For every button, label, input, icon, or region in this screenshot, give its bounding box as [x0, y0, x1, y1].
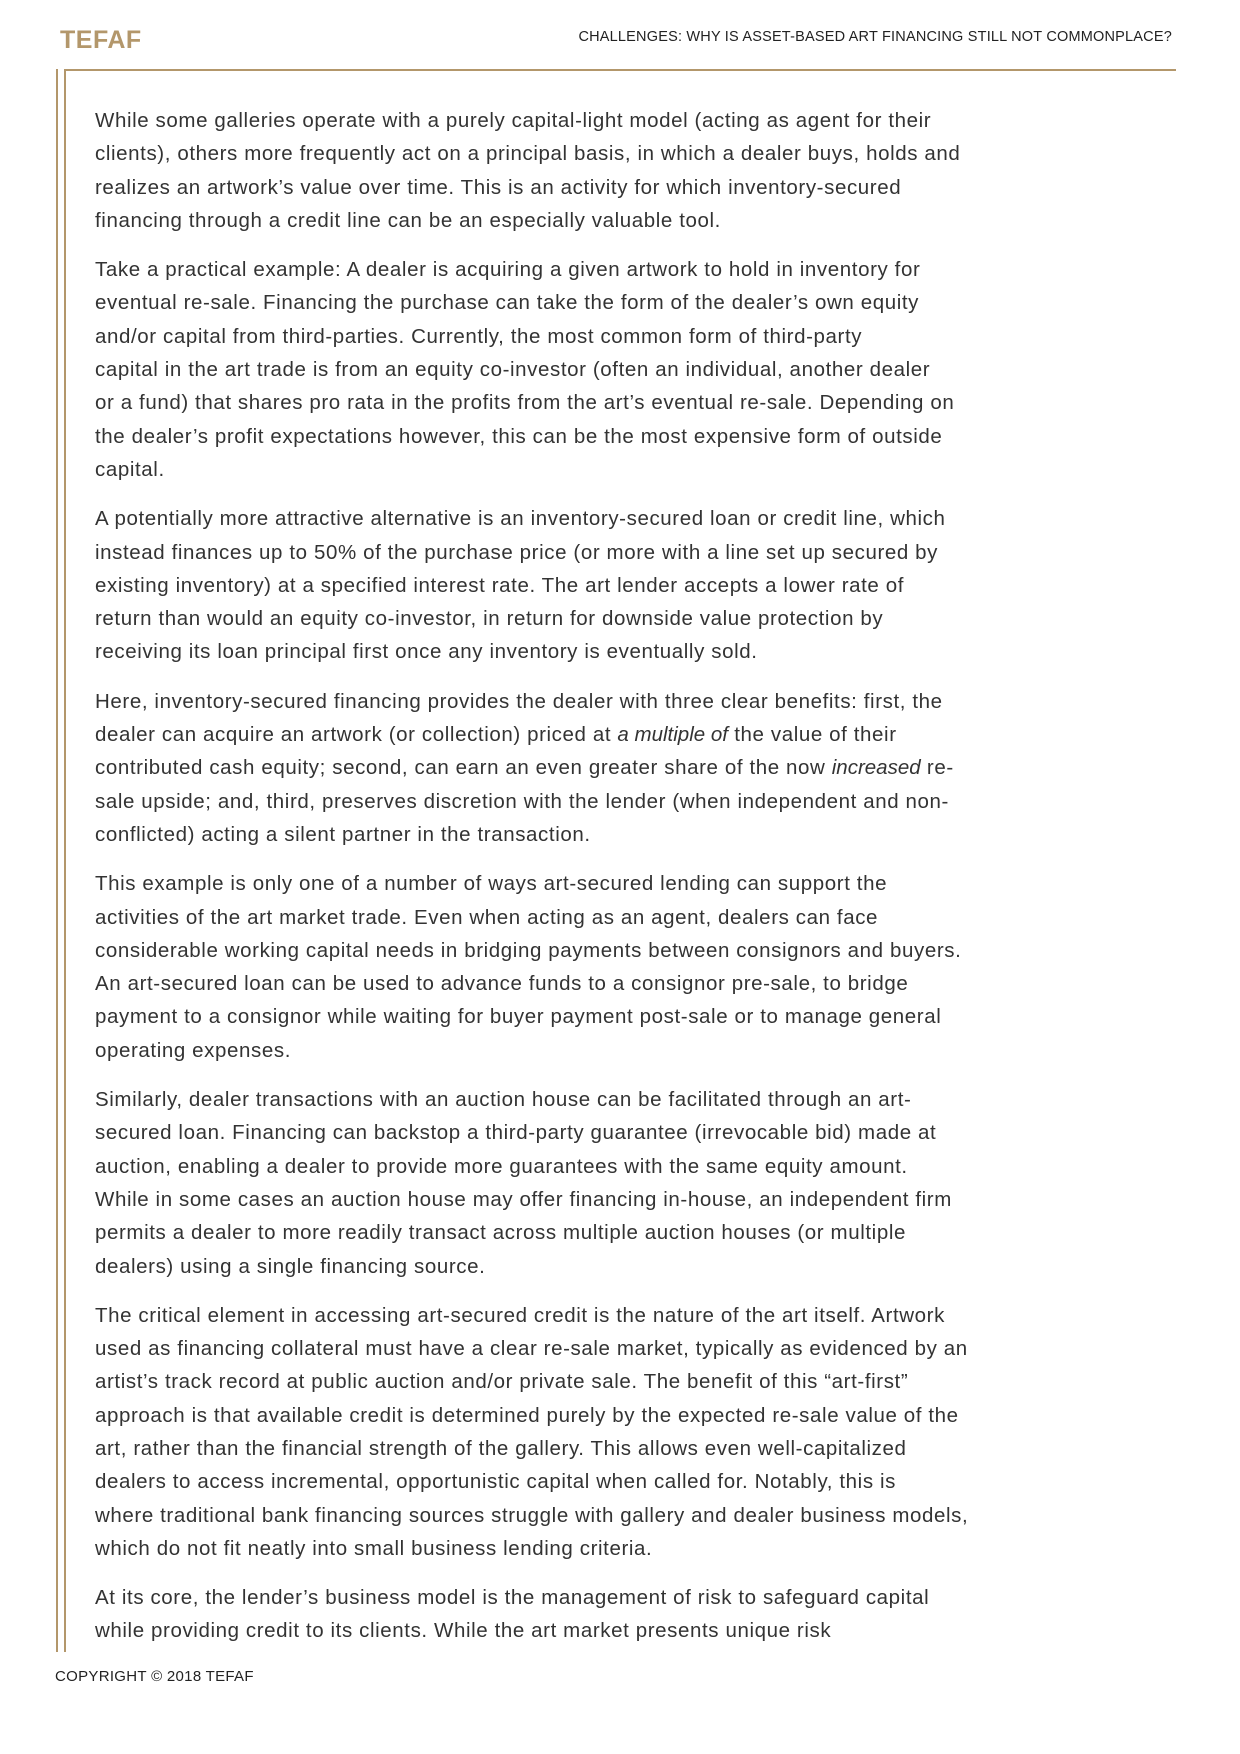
text-line: used as financing collateral must have a clear re-sale market, typically as evidenced by an — [95, 1337, 968, 1361]
text-segment: the value of their — [727, 723, 897, 747]
text-line: which do not fit neatly into small business lending criteria. — [95, 1536, 653, 1560]
text-line: artist’s track record at public auction and/or private sale. The benefit of this “art-first” — [95, 1370, 909, 1394]
paragraph — [95, 867, 1055, 1067]
text-line: existing inventory) at a specified interest rate. The art lender accepts a lower rate of — [95, 573, 905, 597]
paragraph — [95, 502, 1055, 668]
text-line: While some galleries operate with a purely capital-light model (acting as agent for their — [95, 109, 932, 132]
text-line: A potentially more attractive alternative is an inventory-secured loan or credit line, which — [95, 507, 946, 531]
running-title: CHALLENGES: WHY IS ASSET-BASED ART FINANCING STILL NOT COMMONPLACE? — [578, 29, 1172, 45]
text-line: and/or capital from third-parties. Currently, the most common form of third-party — [95, 324, 863, 348]
text-segment: dealer can acquire an artwork (or collection) priced at — [95, 723, 618, 747]
text-line: clients), others more frequently act on a principal basis, in which a dealer buys, holds and — [95, 142, 961, 166]
text-segment: contributed cash equity; second, can earn an even greater share of the now — [95, 756, 832, 780]
text-line: where traditional bank financing sources struggle with gallery and dealer business models, — [95, 1503, 969, 1527]
text-line: operating expenses. — [95, 1038, 292, 1062]
text-line: capital. — [95, 457, 165, 481]
paragraph — [95, 253, 1055, 486]
article-body — [95, 104, 1055, 1664]
copyright-footer: COPYRIGHT © 2018 TEFAF — [55, 1668, 254, 1685]
text-line: realizes an artwork’s value over time. This is an activity for which inventory-secured — [95, 175, 902, 199]
text-line: capital in the art trade is from an equity co-investor (often an individual, another dealer — [95, 358, 931, 382]
text-line: conflicted) acting a silent partner in the transaction. — [95, 822, 591, 846]
text-line: activities of the art market trade. Even when acting as an agent, dealers can face — [95, 905, 879, 929]
text-line: approach is that available credit is determined purely by the expected re-sale value of the — [95, 1403, 959, 1427]
text-line: auction, enabling a dealer to provide more guarantees with the same equity amount. — [95, 1154, 908, 1178]
text-line: The critical element in accessing art-secured credit is the nature of the art itself. Artwork — [95, 1303, 945, 1327]
text-line: sale upside; and, third, preserves discretion with the lender (when independent and non- — [95, 789, 949, 813]
text-line: An art-secured loan can be used to advance funds to a consignor pre-sale, to bridge — [95, 972, 909, 996]
tefaf-logo: TEFAF — [60, 26, 142, 54]
text-line: instead finances up to 50% of the purchase price (or more with a line set up secured by — [95, 540, 939, 564]
text-line: dealers) using a single financing source. — [95, 1254, 486, 1278]
margin-rule-outer — [56, 69, 58, 1652]
paragraph — [95, 685, 1055, 851]
text-line: Similarly, dealer transactions with an auction house can be facilitated through an art- — [95, 1088, 912, 1112]
text-line: the dealer’s profit expectations however, this can be the most expensive form of outside — [95, 424, 943, 448]
paragraph — [95, 1299, 1055, 1565]
text-line: While in some cases an auction house may offer financing in-house, an independent firm — [95, 1187, 952, 1211]
paragraph — [95, 104, 1055, 237]
text-line: Here, inventory-secured financing provides the dealer with three clear benefits: first, the — [95, 689, 943, 713]
text-segment: re- — [920, 756, 954, 780]
text-line: while providing credit to its clients. While the art market presents unique risk — [95, 1619, 832, 1643]
margin-rule-inner — [64, 69, 66, 1652]
italic-text: increased — [831, 756, 921, 780]
text-line — [95, 751, 1055, 784]
paragraph — [95, 1581, 1055, 1648]
text-line: payment to a consignor while waiting for buyer payment post-sale or to manage general — [95, 1005, 942, 1029]
text-line: receiving its loan principal first once any inventory is eventually sold. — [95, 640, 758, 664]
italic-text: a multiple of — [617, 723, 728, 747]
paragraph — [95, 1083, 1055, 1283]
text-line: permits a dealer to more readily transact across multiple auction houses (or multiple — [95, 1221, 906, 1245]
text-line: financing through a credit line can be an especially valuable tool. — [95, 208, 721, 232]
text-line: dealers to access incremental, opportunistic capital when called for. Notably, this is — [95, 1470, 896, 1494]
text-line: or a fund) that shares pro rata in the profits from the art’s eventual re-sale. Depending on — [95, 391, 955, 415]
text-line: Take a practical example: A dealer is acquiring a given artwork to hold in inventory for — [95, 258, 921, 282]
text-line: eventual re-sale. Financing the purchase can take the form of the dealer’s own equity — [95, 291, 920, 315]
header-divider — [64, 69, 1176, 71]
text-line: art, rather than the financial strength of the gallery. This allows even well-capitalized — [95, 1436, 907, 1460]
text-line: return than would an equity co-investor, in return for downside value protection by — [95, 607, 884, 631]
text-line — [95, 718, 1055, 751]
text-line: secured loan. Financing can backstop a third-party guarantee (irrevocable bid) made at — [95, 1121, 937, 1145]
text-line: considerable working capital needs in bridging payments between consignors and buyers. — [95, 938, 962, 962]
text-line: At its core, the lender’s business model is the management of risk to safeguard capital — [95, 1586, 930, 1610]
text-line: This example is only one of a number of ways art-secured lending can support the — [95, 872, 888, 896]
